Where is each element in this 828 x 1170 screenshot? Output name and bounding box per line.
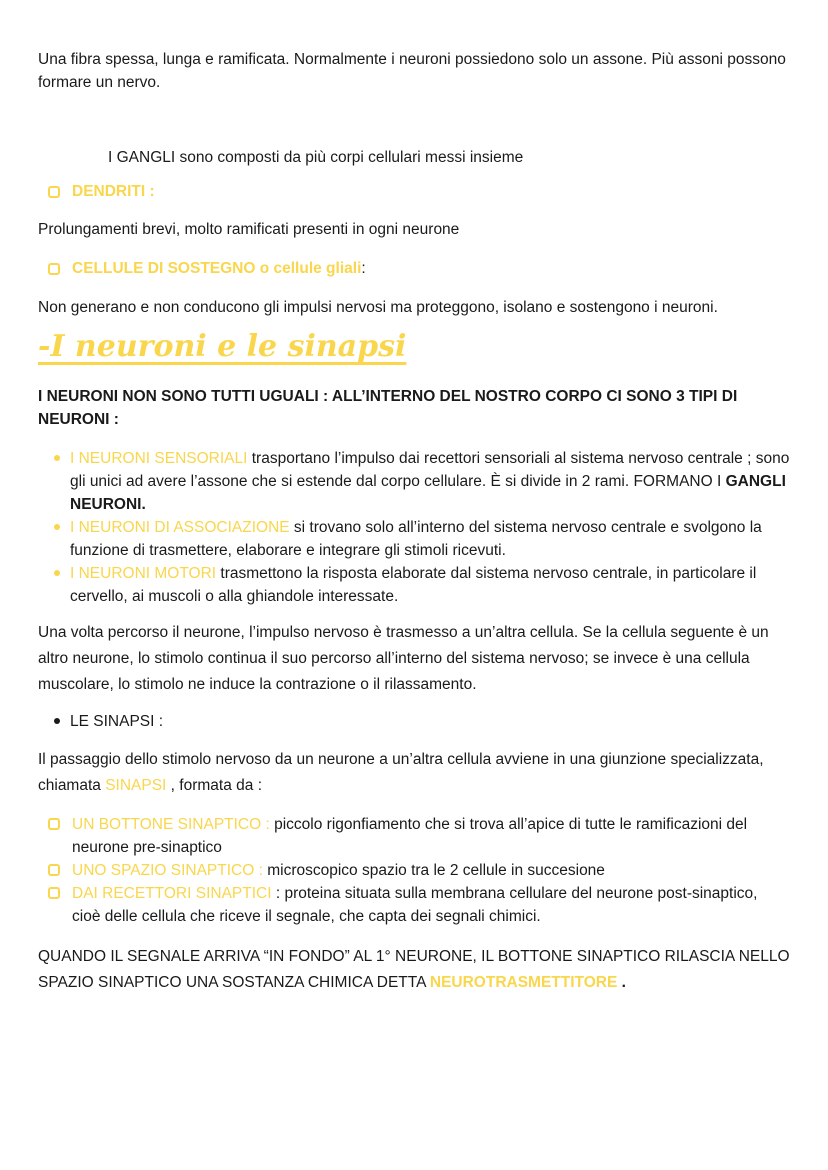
part-text: microscopico spazio tra le 2 cellule in succesione bbox=[262, 862, 605, 879]
sinapsi-text-before: Il passaggio dello stimolo nervoso da un neurone a un’altra cellula avviene in una giunzione specializzata, chiamata bbox=[38, 751, 764, 794]
neuron-type-bold: GANGLI NEURONI. bbox=[70, 473, 786, 513]
part-label: UN BOTTONE SINAPTICO : bbox=[72, 816, 270, 833]
conclusion-highlight: NEUROTRASMETTITORE bbox=[429, 974, 618, 991]
sinapsi-bullet-list bbox=[38, 710, 790, 733]
part-text: piccolo rigonfiamento che si trova all’apice di tutte le ramificazioni del neurone pre-sinaptico bbox=[72, 816, 748, 856]
part-text: : proteina situata sulla membrana cellulare del neurone post-sinaptico, cioè delle cellula che riceve il segnale, che capta dei segnali chimici. bbox=[72, 885, 758, 925]
list-item bbox=[48, 882, 790, 928]
intro-paragraph: Una fibra spessa, lunga e ramificata. Normalmente i neuroni possiedono solo un assone. Più assoni possono formare un nervo. bbox=[38, 51, 786, 91]
cellule-item bbox=[48, 257, 790, 280]
dendriti-item bbox=[48, 180, 790, 203]
sinapsi-paragraph bbox=[38, 747, 790, 799]
list-item bbox=[52, 516, 790, 562]
cellule-checkbox[interactable] bbox=[48, 263, 60, 275]
sinapsi-highlight: SINAPSI bbox=[105, 777, 167, 794]
sinapsi-text-after: , formata da : bbox=[166, 777, 263, 794]
list-item bbox=[52, 447, 790, 516]
neuron-type-text: trasportano l’impulso dai recettori sensoriali al sistema nervoso centrale ; sono gli unici ad avere l’assone che si estende dal corpo cellulare. È si divide in 2 rami. FORMANO I bbox=[70, 450, 790, 490]
neuron-type-text: si trovano solo all’interno del sistema nervoso centrale e svolgono la funzione di trasmettere, elaborare e integrare gli stimoli ricevuti. bbox=[70, 519, 762, 559]
dendriti-text: Prolungamenti brevi, molto ramificati presenti in ogni neurone bbox=[38, 221, 460, 238]
list-item bbox=[48, 859, 790, 882]
gangli-note: I GANGLI sono composti da più corpi cellulari messi insieme bbox=[108, 149, 524, 166]
neuron-types-list bbox=[38, 447, 790, 608]
list-item: LE SINAPSI : bbox=[52, 710, 790, 733]
conclusion-end: . bbox=[617, 974, 626, 991]
cellule-label: CELLULE DI SOSTEGNO o cellule gliali bbox=[72, 260, 362, 277]
list-item bbox=[52, 562, 790, 608]
impulse-paragraph: Una volta percorso il neurone, l’impulso nervoso è trasmesso a un’altra cellula. Se la cellula seguente è un altro neurone, lo stimolo continua il suo percorso all’interno del sistema nervoso; se invece è una cellula muscolare, lo stimolo ne induce la contrazione o il rilassamento. bbox=[38, 624, 769, 693]
sinapsi-parts-list bbox=[38, 813, 790, 928]
part-checkbox[interactable] bbox=[48, 818, 60, 830]
cellule-text: Non generano e non conducono gli impulsi nervosi ma proteggono, isolano e sostengono i neuroni. bbox=[38, 299, 718, 316]
conclusion-text: QUANDO IL SEGNALE ARRIVA “IN FONDO” AL 1° NEURONE, IL BOTTONE SINAPTICO RILASCIA NELLO SPAZIO SINAPTICO UNA SOSTANZA CHIMICA DETTA bbox=[38, 948, 790, 991]
section-title: -I neuroni e le sinapsi bbox=[38, 329, 407, 364]
part-label: UNO SPAZIO SINAPTICO : bbox=[72, 862, 263, 879]
neuron-type-label: I NEURONI SENSORIALI bbox=[70, 450, 248, 467]
dendriti-label: DENDRITI : bbox=[72, 183, 155, 200]
list-item bbox=[48, 813, 790, 859]
neuron-type-label: I NEURONI MOTORI bbox=[70, 565, 217, 582]
conclusion-paragraph bbox=[38, 944, 790, 996]
neuron-type-label: I NEURONI DI ASSOCIAZIONE bbox=[70, 519, 290, 536]
cellule-colon: : bbox=[361, 260, 366, 277]
part-checkbox[interactable] bbox=[48, 887, 60, 899]
section-heading: I NEURONI NON SONO TUTTI UGUALI : ALL’INTERNO DEL NOSTRO CORPO CI SONO 3 TIPI DI NEURONI : bbox=[38, 388, 738, 428]
dendriti-checkbox[interactable] bbox=[48, 186, 60, 198]
part-label: DAI RECETTORI SINAPTICI bbox=[72, 885, 272, 902]
document-page bbox=[38, 48, 790, 996]
part-checkbox[interactable] bbox=[48, 864, 60, 876]
neuron-type-text: trasmettono la risposta elaborate dal sistema nervoso centrale, in particolare il cervello, ai muscoli o alla ghiandole interessate. bbox=[70, 565, 757, 605]
